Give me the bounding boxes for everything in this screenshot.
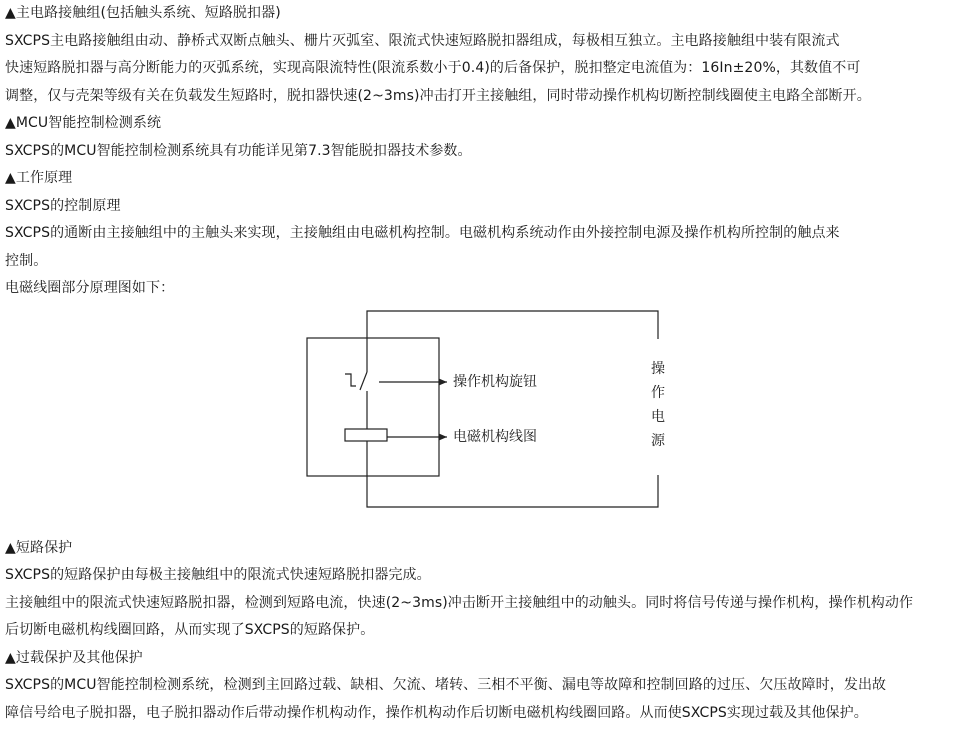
coil-symbol — [345, 429, 387, 441]
section-heading-mcu: ▲MCU智能控制检测系统 — [5, 115, 162, 131]
paragraph-line: 障信号给电子脱扣器，电子脱扣器动作后带动操作机构动作，操作机构动作后切断电磁机构线圈回路。从而使SXCPS实现过载及其他保护。 — [5, 704, 868, 721]
paragraph-line: SXCPS的MCU智能控制检测系统具有功能详见第7.3智能脱扣器技术参数。 — [5, 142, 472, 159]
paragraph-line: SXCPS的通断由主接触组中的主触头来实现，主接触组由电磁机构控制。电磁机构系统动作由外接控制电源及操作机构所控制的触点来 — [5, 225, 840, 241]
label-power-supply: 操 作 电 源 — [651, 360, 665, 449]
paragraph-line: 后切断电磁机构线圈回路，从而实现了SXCPS的短路保护。 — [5, 622, 375, 638]
top-wire — [367, 311, 658, 339]
component-box — [307, 338, 439, 476]
label-operating-knob: 操作机构旋钮 — [453, 373, 537, 390]
document-body — [5, 0, 963, 727]
section-heading-short-circuit: ▲短路保护 — [5, 539, 73, 556]
paragraph-line: SXCPS主电路接触组由动、静桥式双断点触头、栅片灭弧室、限流式快速短路脱扣器组成，每极相互独立。主电路接触组中装有限流式 — [5, 32, 840, 49]
section-heading-main-circuit: ▲主电路接触组(包括触头系统、短路脱扣器) — [5, 5, 281, 21]
paragraph-line: SXCPS的MCU智能控制检测系统，检测到主回路过载、缺相、欠流、堵转、三相不平衡、漏电等故障和控制回路的过压、欠压故障时，发出故 — [5, 677, 887, 693]
paragraph-line: SXCPS的短路保护由每极主接触组中的限流式快速短路脱扣器完成。 — [5, 567, 431, 583]
paragraph-line: 控制。 — [5, 252, 48, 269]
switch-knob-symbol — [345, 374, 356, 386]
bottom-wire — [367, 475, 658, 507]
label-coil: 电磁机构线图 — [453, 428, 537, 445]
circuit-svg — [5, 303, 963, 535]
paragraph-line: 电磁线圈部分原理图如下： — [5, 280, 175, 296]
subheading-control-principle: SXCPS的控制原理 — [5, 197, 121, 214]
paragraph-line: 调整，仅与壳架等级有关在负载发生短路时，脱扣器快速(2~3ms)冲击打开主接触组，同时带动操作机构切断控制线圈使主电路全部断开。 — [5, 87, 871, 104]
paragraph-line: 主接触组中的限流式快速短路脱扣器，检测到短路电流，快速(2~3ms)冲击断开主接触组中的动触头。同时将信号传递与操作机构，操作机构动作 — [5, 594, 914, 611]
section-heading-working-principle: ▲工作原理 — [5, 170, 73, 186]
coil-circuit-diagram — [5, 303, 963, 535]
switch-blade — [360, 372, 367, 390]
section-heading-overload: ▲过载保护及其他保护 — [5, 649, 143, 666]
paragraph-line: 快速短路脱扣器与高分断能力的灭弧系统，实现高限流特性(限流系数小于0.4)的后备保护，脱扣整定电流值为：16In±20%，其数值不可 — [5, 60, 861, 76]
